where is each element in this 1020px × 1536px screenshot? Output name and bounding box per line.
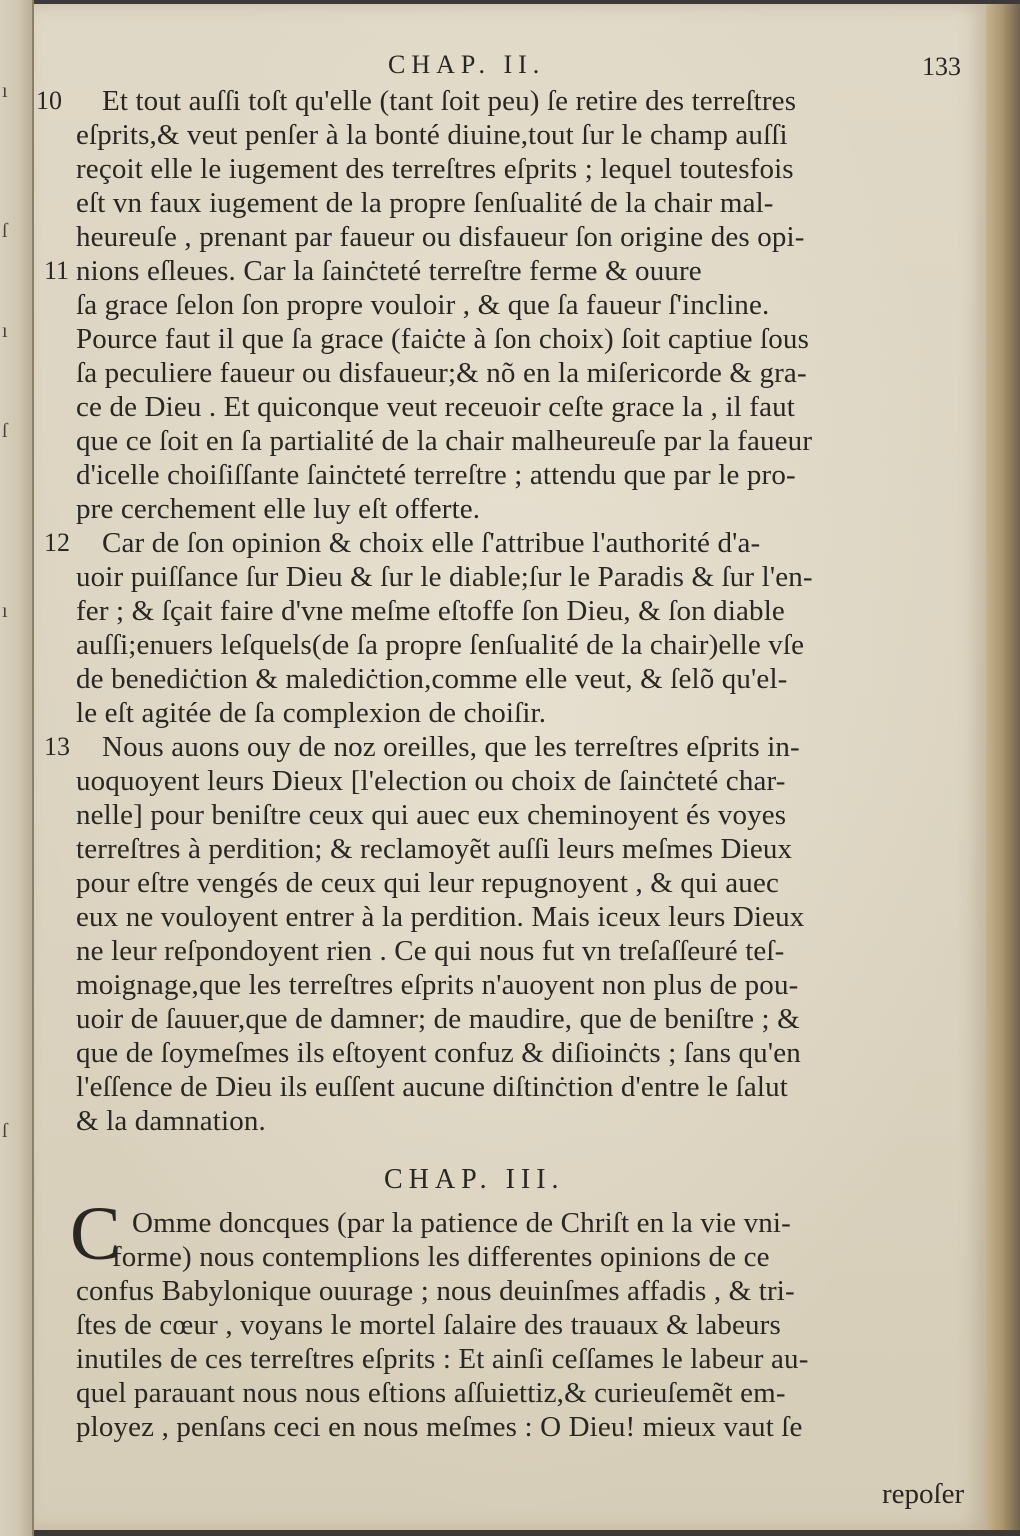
text-line: uoir de ſauuer,que de damner; de maudire, que de beniſtre ; & — [76, 1003, 800, 1035]
text-line: de benediċtion & malediċtion,comme elle veut, & ſelõ qu'el- — [76, 663, 788, 695]
text-line: Omme doncques (par la patience de Chriſt en la vie vni- — [132, 1207, 791, 1239]
adjacent-page-fragment: ſ — [2, 220, 8, 242]
text-line: nions eſleues. Car la ſainċteté terreſtre ferme & ouure — [76, 255, 702, 287]
drop-cap: C — [70, 1192, 121, 1276]
text-line: Pource faut il que ſa grace (faiċte à ſon choix) ſoit captiue ſous — [76, 323, 810, 355]
text-line: uoquoyent leurs Dieux [l'election ou choix de ſainċteté char- — [76, 765, 786, 797]
text-line: ſtes de cœur , voyans le mortel ſalaire des trauaux & labeurs — [76, 1309, 781, 1341]
text-line: Nous auons ouy de noz oreilles, que les terreſtres eſprits in- — [102, 731, 800, 763]
text-line: que ce ſoit en ſa partialité de la chair malheureuſe par la faueur — [76, 425, 813, 457]
text-line: reçoit elle le iugement des terreſtres eſprits ; lequel toutesfois — [76, 153, 794, 185]
text-line: heureuſe , prenant par faueur ou disfaueur ſon origine des opi- — [76, 221, 805, 253]
running-title: CHAP. II. — [388, 50, 546, 79]
text-line: pour eſtre vengés de ceux qui leur repugnoyent , & qui auec — [76, 867, 779, 899]
text-line: Car de ſon opinion & choix elle ſ'attribue l'authorité d'a- — [102, 527, 761, 559]
adjacent-page-fragment: ı — [2, 600, 8, 622]
verse-number: 12 — [44, 528, 70, 557]
text-line: que de ſoymeſmes ils eſtoyent confuz & diſioinċts ; ſans qu'en — [76, 1037, 801, 1069]
chapter-heading: CHAP. III. — [384, 1164, 565, 1195]
text-line: eux ne vouloyent entrer à la perdition. Mais iceux leurs Dieux — [76, 901, 805, 933]
text-line: eſprits,& veut penſer à la bonté diuine,tout ſur le champ auſſi — [76, 119, 788, 151]
verse-number: 13 — [44, 732, 70, 761]
text-line: terreſtres à perdition; & reclamoyẽt auſſi leurs meſmes Dieux — [76, 833, 793, 865]
page-number: 133 — [922, 52, 961, 81]
text-line: uoir puiſſance ſur Dieu & ſur le diable;ſur le Paradis & ſur l'en- — [76, 561, 813, 593]
text-line: ployez , penſans ceci en nous meſmes : O Dieu! mieux vaut ſe — [76, 1411, 803, 1443]
text-line: & la damnation. — [76, 1105, 266, 1137]
text-line: pre cerchement elle luy eſt offerte. — [76, 493, 481, 525]
text-line: nelle] pour beniſtre ceux qui auec eux cheminoyent és voyes — [76, 799, 787, 831]
adjacent-page-edge — [0, 0, 34, 1536]
text-line: d'icelle choiſiſſante ſainċteté terreſtre ; attendu que par le pro- — [76, 459, 796, 491]
verse-number: 10 — [36, 86, 62, 115]
adjacent-page-fragment: ı — [2, 80, 8, 102]
adjacent-page-fragment: ſ — [2, 1120, 8, 1142]
text-line: inutiles de ces terreſtres eſprits : Et ainſi ceſſames le labeur au- — [76, 1343, 809, 1375]
text-line: confus Babylonique ouurage ; nous deuinſmes affadis , & tri- — [76, 1275, 795, 1307]
page-edge-shadow — [986, 4, 1020, 1530]
adjacent-page-fragment: ſ — [2, 420, 8, 442]
verse-number: 11 — [44, 256, 70, 285]
text-line: l'eſſence de Dieu ils euſſent aucune diſtinċtion d'entre le ſalut — [76, 1071, 788, 1103]
text-line: eſt vn faux iugement de la propre ſenſualité de la chair mal- — [76, 187, 774, 219]
adjacent-page-fragment: ı — [2, 320, 8, 342]
text-line: ſa grace ſelon ſon propre vouloir , & que ſa faueur ſ'incline. — [76, 289, 770, 321]
text-line: fer ; & ſçait faire d'vne meſme eſtoffe ſon Dieu, & ſon diable — [76, 595, 785, 627]
text-line: quel parauant nous nous eſtions aſſuiettiz,& curieuſemẽt em- — [76, 1377, 786, 1409]
text-line: forme) nous contemplions les differentes opinions de ce — [112, 1241, 770, 1273]
catchword: repoſer — [882, 1478, 965, 1510]
text-line: auſſi;enuers leſquels(de ſa propre ſenſualité de la chair)elle vſe — [76, 629, 805, 661]
text-line: moignage,que les terreſtres eſprits n'auoyent non plus de pou- — [76, 969, 799, 1001]
text-line: ce de Dieu . Et quiconque veut receuoir ceſte grace la , il faut — [76, 391, 795, 423]
text-line: ne leur reſpondoyent rien . Ce qui nous fut vn treſaſſeuré teſ- — [76, 935, 785, 967]
text-line: ſa peculiere faueur ou disfaueur;& nõ en la miſericorde & gra- — [76, 357, 807, 389]
text-line: Et tout auſſi toſt qu'elle (tant ſoit peu) ſe retire des terreſtres — [102, 85, 797, 117]
text-line: le eſt agitée de ſa complexion de choiſir. — [76, 697, 547, 729]
